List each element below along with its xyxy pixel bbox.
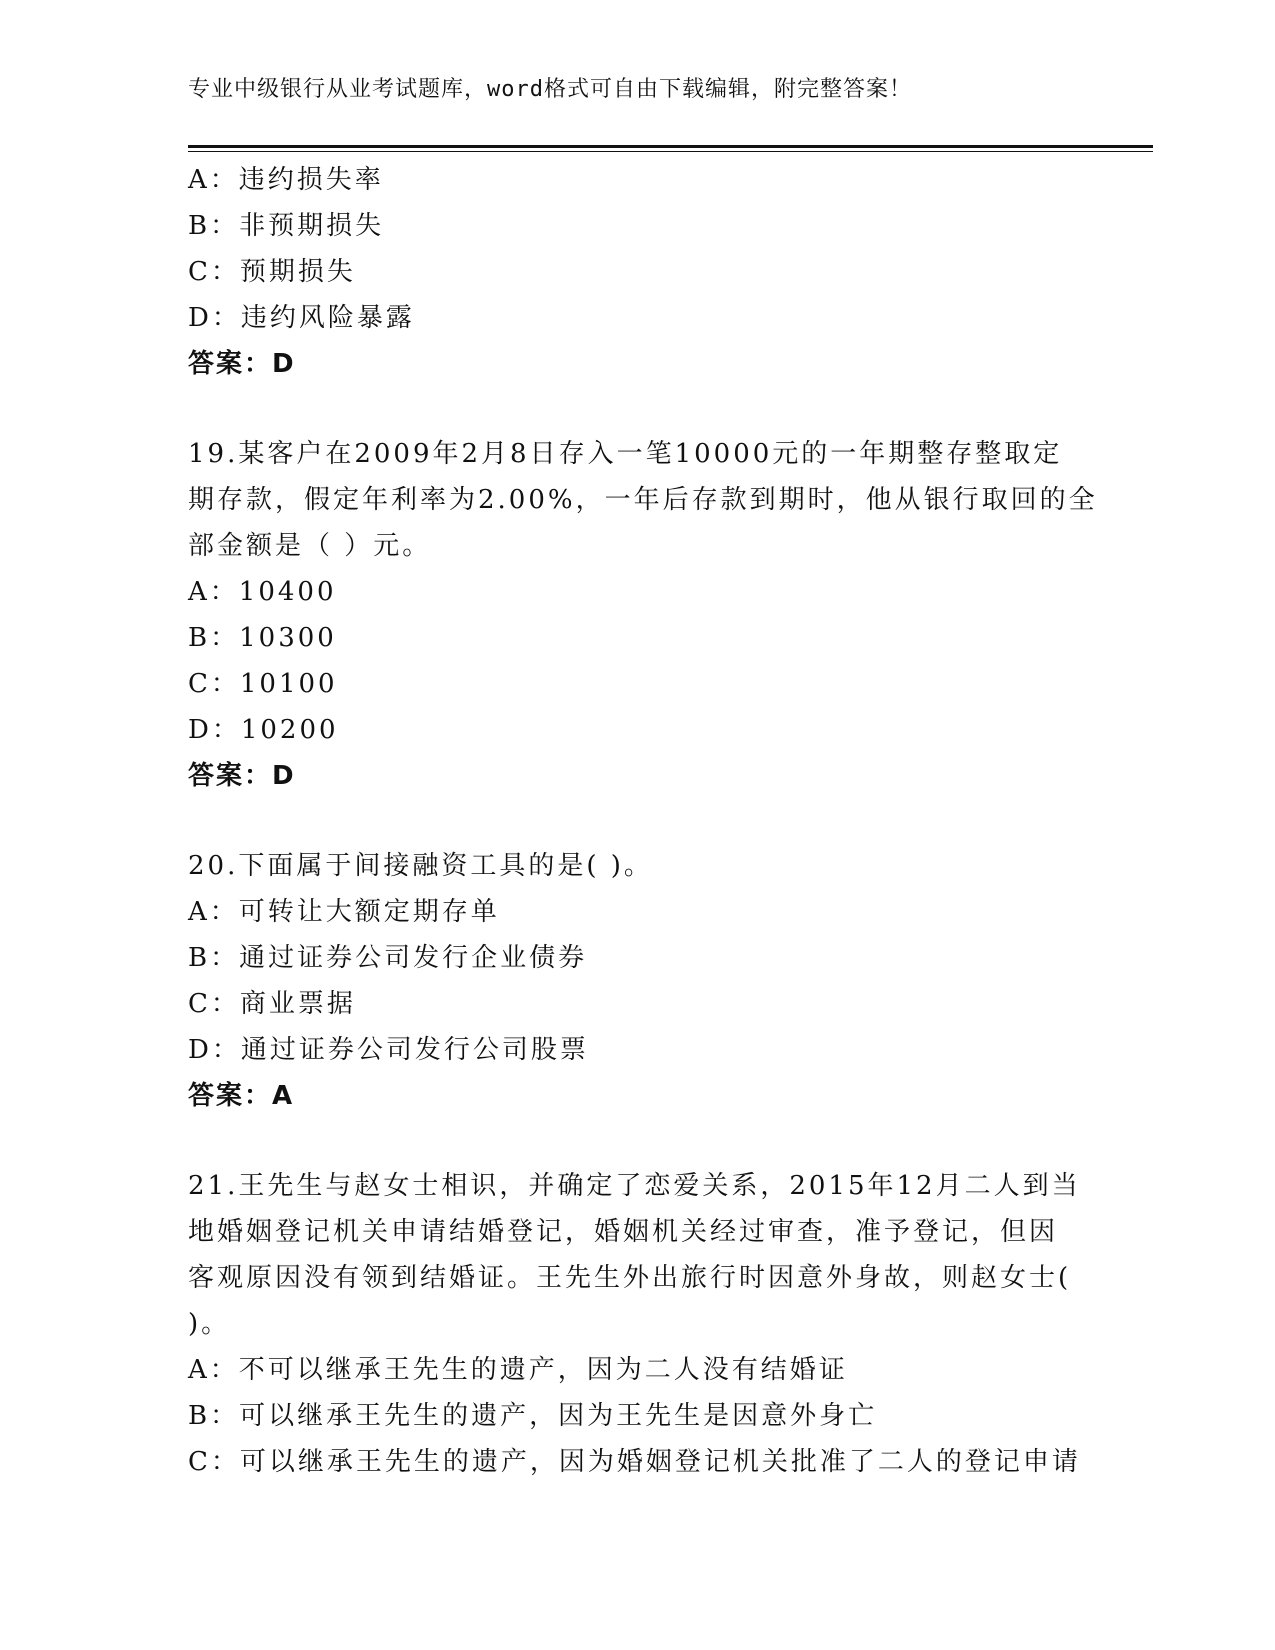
question-19-answer: 答案：D [188,761,296,791]
option-b: B：通过证券公司发行企业债券 [188,943,588,973]
question-20 [188,843,1088,1119]
option-b: B：可以继承王先生的遗产，因为王先生是因意外身亡 [188,1401,878,1431]
option-c: C：可以继承王先生的遗产，因为婚姻登记机关批准了二人的登记申请 [188,1447,1081,1477]
option-a: A：可转让大额定期存单 [188,897,500,927]
option-c: C：预期损失 [188,257,356,287]
option-b: B：非预期损失 [188,211,385,241]
spacer [188,387,1088,431]
question-stem-line: 客观原因没有领到结婚证。王先生外出旅行时因意外身故，则赵女士( [188,1263,1072,1293]
question-stem-line: 部金额是（ ）元。 [188,531,432,561]
header-divider-thin [188,151,1153,152]
option-c: C：商业票据 [188,989,356,1019]
option-d: D：通过证券公司发行公司股票 [188,1035,589,1065]
question-stem-line: 19.某客户在2009年2月8日存入一笔10000元的一年期整存整取定 [188,439,1063,469]
question-19 [188,431,1098,799]
spacer [188,799,1088,843]
option-a: A：违约损失率 [188,165,384,195]
option-a: A：10400 [188,577,337,607]
option-a: A：不可以继承王先生的遗产，因为二人没有结婚证 [188,1355,848,1385]
option-b: B：10300 [188,623,337,653]
question-20-answer: 答案：A [188,1081,295,1111]
question-stem-line: )。 [188,1309,231,1339]
question-21 [188,1163,1088,1485]
question-stem-line: 21.王先生与赵女士相识，并确定了恋爱关系，2015年12月二人到当 [188,1171,1081,1201]
option-d: D：10200 [188,715,339,745]
question-stem-line: 20.下面属于间接融资工具的是( )。 [188,851,653,881]
question-18-options [188,157,1088,341]
page-header: 专业中级银行从业考试题库，word格式可自由下载编辑，附完整答案！ [188,77,912,102]
question-18-answer: 答案：D [188,349,296,379]
option-d: D：违约风险暴露 [188,303,415,333]
header-divider-thick [188,145,1153,148]
spacer [188,1119,1088,1163]
question-content [188,157,1098,1485]
option-c: C：10100 [188,669,338,699]
question-stem-line: 地婚姻登记机关申请结婚登记，婚姻机关经过审查，准予登记，但因 [188,1217,1059,1247]
question-stem-line: 期存款，假定年利率为2.00%，一年后存款到期时，他从银行取回的全 [188,485,1098,515]
